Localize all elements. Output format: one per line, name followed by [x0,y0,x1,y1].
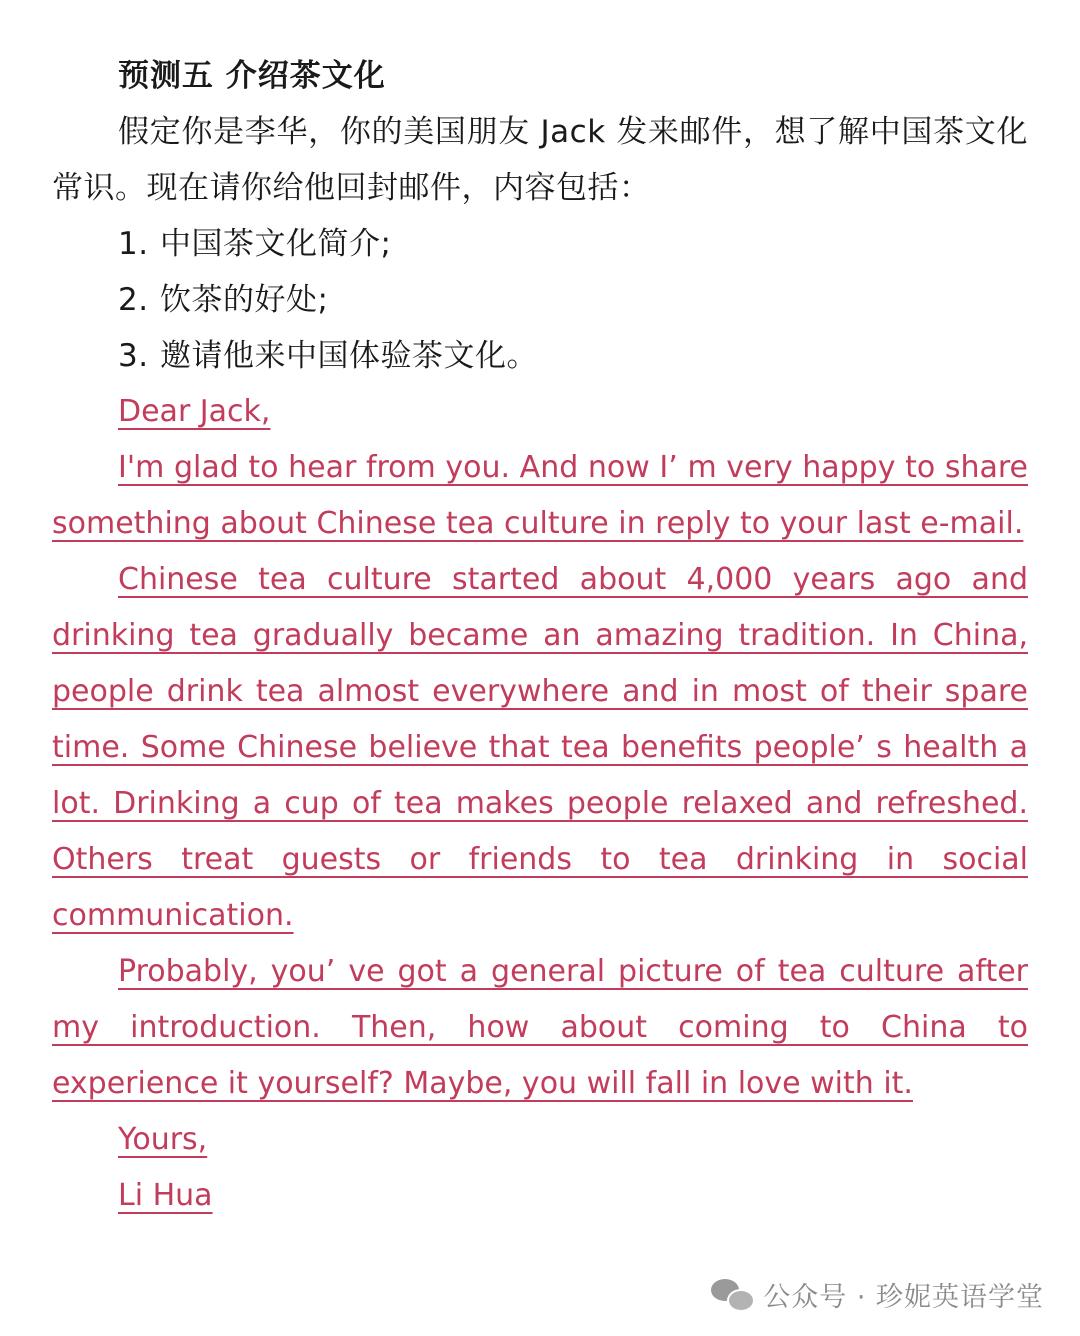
watermark [711,1270,1044,1318]
requirement-text: 邀请他来中国体验茶文化。 [160,338,538,374]
watermark-text: 公众号 · 珍妮英语学堂 [763,1281,1044,1313]
essay-paragraph [52,944,1028,1112]
paragraph-text: Probably, you’ ve got a general picture of tea culture after my introduction. Then, how about coming to China to experience it yourself? Maybe, you will fall in love with it. [52,954,1028,1101]
essay-closing [52,1112,1028,1168]
paragraph-text: Chinese tea culture started about 4,000 years ago and drinking tea gradually became an amazing tradition. In China, people drink tea almost everywhere and in most of their spare time. Some Chinese believe that tea benefits people’ s health a lot. Drinking a cup of tea makes people relaxed and refreshed. Others treat guests or friends to tea drinking in social communication. [52,562,1028,933]
essay-paragraph [52,552,1028,944]
requirements-list [52,216,1028,384]
requirement-text: 中国茶文化简介; [160,226,392,262]
essay-greeting [52,384,1028,440]
requirement-number: 2. [118,282,149,318]
requirement-text: 饮茶的好处; [160,282,329,318]
wechat-icon [711,1277,753,1311]
greeting-text: Dear Jack, [118,394,271,429]
document-page [52,48,1028,1224]
requirement-number: 3. [118,338,149,374]
task-prompt: 假定你是李华，你的美国朋友 Jack 发来邮件，想了解中国茶文化常识。现在请你给他回封邮件，内容包括： [52,114,1028,206]
requirement-item [118,328,1028,384]
paragraph-text: I'm glad to hear from you. And now I’ m very happy to share something about Chinese tea culture in reply to your last e-mail. [52,450,1028,541]
essay-signature [52,1168,1028,1224]
essay-paragraph [52,440,1028,552]
page-title: 预测五 介绍茶文化 [118,58,386,94]
closing-text: Yours, [118,1122,208,1157]
requirement-item [118,272,1028,328]
requirement-number: 1. [118,226,149,262]
requirement-item [118,216,1028,272]
signature-text: Li Hua [118,1178,213,1213]
